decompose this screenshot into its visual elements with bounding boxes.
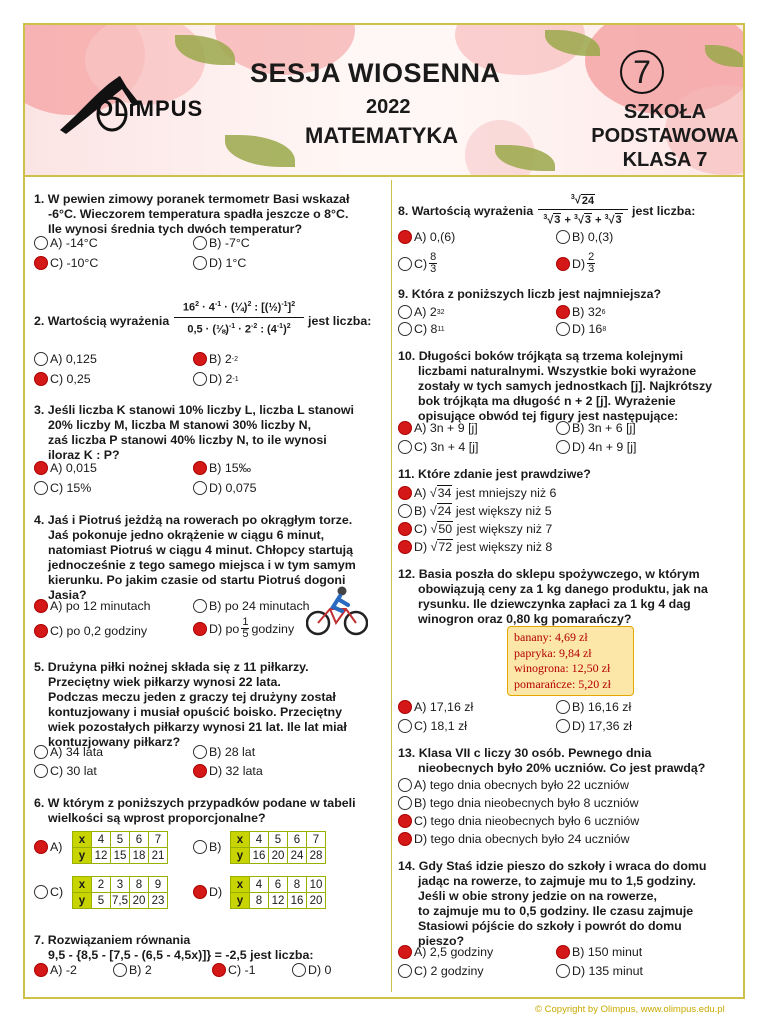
radio-selected-icon: [34, 624, 48, 638]
question-11: 11. Które zdanie jest prawdziwe?: [398, 467, 591, 481]
q6-table-c: x 2 3 8 9 y 5 7,5 20 23: [72, 876, 168, 909]
radio-icon: [292, 963, 306, 977]
radio-selected-icon: [34, 372, 48, 386]
question-14: 14. Gdy Staś idzie pieszo do szkoły i wraca do domu jadąc na rowerze, to zajmuje mu to 1,5 godziny. Jeśli w obie strony jedzie on na rowerze, to zajmuje mu to 0,5 godziny. Ile czasu zajmuje Stasiowi pójście do szkoły i powrót do domu pieszo?: [398, 859, 707, 948]
radio-selected-icon: [556, 305, 570, 319]
radio-icon: [398, 964, 412, 978]
question-9: 9. Która z poniższych liczb jest najmniejsza?: [398, 287, 662, 301]
radio-icon: [398, 504, 412, 518]
q7-option-a[interactable]: A) -2: [34, 963, 77, 977]
q8-option-b[interactable]: B) 0,(3): [556, 230, 613, 244]
q14-option-d[interactable]: D) 135 minut: [556, 964, 643, 978]
q13-option-b[interactable]: B) tego dnia nieobecnych było 8 uczniów: [398, 796, 639, 810]
q12-option-c[interactable]: C) 18,1 zł: [398, 719, 467, 733]
radio-icon: [193, 745, 207, 759]
radio-selected-icon: [34, 599, 48, 613]
q2-option-d[interactable]: D) 2 -1: [193, 372, 239, 386]
q14-option-a[interactable]: A) 2,5 godziny: [398, 945, 493, 959]
question-12: 12. Basia poszła do sklepu spożywczego, w którym obowiązują ceny za 1 kg danego produktu, jak na rysunku. Ile dziewczynka zapłaci za 1 kg 4 dag winogron oraz 0,80 kg pomarańczy?: [398, 567, 708, 626]
q3-option-a[interactable]: A) 0,015: [34, 461, 97, 475]
cyclist-icon: [306, 585, 368, 637]
q4-option-a[interactable]: A) po 12 minutach: [34, 599, 151, 613]
q13-option-c[interactable]: C) tego dnia nieobecnych było 6 uczniów: [398, 814, 639, 828]
question-8: 8. Wartością wyrażenia $^3$√24 $^3$√3 + $^3$√3 + $^3$√3 jest liczba:: [398, 190, 743, 230]
radio-icon: [193, 236, 207, 250]
radio-icon: [556, 421, 570, 435]
q8-option-c[interactable]: C) $\frac{8}{3}$: [398, 252, 439, 275]
radio-selected-icon: [556, 257, 570, 271]
radio-selected-icon: [398, 421, 412, 435]
q12-option-d[interactable]: D) 17,36 zł: [556, 719, 632, 733]
radio-icon: [398, 257, 412, 271]
radio-icon: [34, 764, 48, 778]
q3-option-d[interactable]: D) 0,075: [193, 481, 257, 495]
copyright-footer: © Copyright by Olimpus, www.olimpus.edu.pl: [535, 1004, 725, 1015]
q6-table-d: x 4 6 8 10 y 8 12 16 20: [230, 876, 326, 909]
radio-selected-icon: [212, 963, 226, 977]
q5-option-d[interactable]: D) 32 lata: [193, 764, 263, 778]
q13-option-d[interactable]: D) tego dnia obecnych było 24 uczniów: [398, 832, 630, 846]
radio-icon: [113, 963, 127, 977]
q7-option-d[interactable]: D) 0: [292, 963, 331, 977]
q11-option-c[interactable]: C) √ 50 jest większy niż 7: [398, 521, 552, 536]
q8-option-d[interactable]: D) $\frac{2}{3}$: [556, 252, 597, 275]
q7-option-c[interactable]: C) -1: [212, 963, 256, 977]
q3-option-c[interactable]: C) 15%: [34, 481, 91, 495]
radio-icon: [34, 352, 48, 366]
q6-table-a: x 4 5 6 7 y 12 15 18 21: [72, 831, 168, 864]
radio-icon: [193, 840, 207, 854]
radio-selected-icon: [193, 352, 207, 366]
question-7: 7. Rozwiązaniem równania 9,5 - {8,5 - [7,5 - (6,5 - 4,5x)]} = -2,5 jest liczba:: [34, 933, 314, 962]
question-5: 5. Drużyna piłki nożnej składa się z 11 piłkarzy. Przeciętny wiek piłkarzy wynosi 22 lata. Podczas meczu jeden z graczy tej drużyny został kontuzjowany i musiał opuścić boisko. Przeciętny wiek pozostałych piłkarzy wynosi 21 lat. Ile lat miał kontuzjowany piłkarz?: [34, 660, 347, 749]
q11-option-b[interactable]: B) √ 24 jest większy niż 5: [398, 503, 552, 518]
q5-option-c[interactable]: C) 30 lat: [34, 764, 97, 778]
q1-option-a[interactable]: A) -14°C: [34, 236, 98, 250]
q14-option-c[interactable]: C) 2 godziny: [398, 964, 484, 978]
radio-icon: [556, 700, 570, 714]
radio-icon: [34, 236, 48, 250]
radio-icon: [556, 322, 570, 336]
q5-option-a[interactable]: A) 34 lata: [34, 745, 103, 759]
radio-icon: [193, 256, 207, 270]
radio-icon: [556, 964, 570, 978]
q12-option-b[interactable]: B) 16,16 zł: [556, 700, 631, 714]
q2-option-b[interactable]: B) 2 -2: [193, 352, 238, 366]
q5-option-b[interactable]: B) 28 lat: [193, 745, 255, 759]
radio-selected-icon: [398, 832, 412, 846]
q2-expression: $16^2 \cdot 4^{-1}$ · (¼)$^2$ : [(½)$^{-1}$]$^2$ 0,5 · (⅛)$^{-1}$ · $2^{-2}$ : $(4^{-1})^2$: [174, 296, 304, 338]
q4-option-c[interactable]: C) po 0,2 godziny: [34, 624, 147, 638]
radio-icon: [398, 440, 412, 454]
q6-option-d[interactable]: D): [193, 885, 222, 899]
q4-option-b[interactable]: B) po 24 minutach: [193, 599, 310, 613]
q1-option-d[interactable]: D) 1°C: [193, 256, 246, 270]
q10-option-a[interactable]: A) 3n + 9 [j]: [398, 421, 478, 435]
year: 2022: [366, 96, 411, 118]
q9-option-b[interactable]: B) 32 6: [556, 305, 606, 319]
question-13: 13. Klasa VII c liczy 30 osób. Pewnego dnia nieobecnych było 20% uczniów. Co jest prawdą?: [398, 746, 706, 775]
question-4: 4. Jaś i Piotruś jeżdżą na rowerach po okrągłym torze. Jaś pokonuje jedno okrążenie w ciągu 6 minut, natomiast Piotruś w ciągu 4 minut. Chłopcy startują jednocześnie z tego samego miejsca i w tym samym kierunku. Po jakim czasie od startu Piotruś dogoni Jasia?: [34, 513, 356, 602]
q9-option-a[interactable]: A) 2 32: [398, 305, 445, 319]
radio-icon: [556, 230, 570, 244]
radio-selected-icon: [398, 540, 412, 554]
radio-selected-icon: [398, 486, 412, 500]
q6-table-b: x 4 5 6 7 y 16 20 24 28: [230, 831, 326, 864]
radio-icon: [193, 372, 207, 386]
fraction: $\frac{2}{3}$: [588, 251, 595, 275]
radio-selected-icon: [34, 256, 48, 270]
radio-selected-icon: [193, 461, 207, 475]
question-1: 1. W pewien zimowy poranek termometr Basi wskazał -6°C. Wieczorem temperatura spadła jeszcze o 8°C. Ile wynosi średnia tych dwóch temperatur?: [34, 192, 350, 236]
q6-option-a[interactable]: A): [34, 840, 62, 854]
column-divider: [391, 180, 392, 992]
q2-option-c[interactable]: C) 0,25: [34, 372, 91, 386]
q12-option-a[interactable]: A) 17,16 zł: [398, 700, 473, 714]
logo-text: OLiMPUS: [96, 96, 204, 121]
radio-icon: [34, 745, 48, 759]
q8-expression: $^3$√24 $^3$√3 + $^3$√3 + $^3$√3: [538, 190, 628, 228]
q11-option-a[interactable]: A) √ 34 jest mniejszy niż 6: [398, 485, 556, 500]
radio-icon: [193, 481, 207, 495]
radio-icon: [398, 322, 412, 336]
q10-option-d[interactable]: D) 4n + 9 [j]: [556, 440, 636, 454]
question-10: 10. Długości boków trójkąta są trzema kolejnymi liczbami naturalnymi. Wszystkie boki wyrażone zostały w tych samych jednostkach [j]. Najkrótszy bok trójkąta ma długość n + 2 [j]. Wyrażenie opisujące obwód tej figury jest następujące:: [398, 349, 713, 423]
radio-icon: [398, 796, 412, 810]
radio-selected-icon: [556, 945, 570, 959]
q2-option-a[interactable]: A) 0,125: [34, 352, 97, 366]
fraction: $\frac{1}{5}$: [242, 616, 249, 640]
q6-option-b[interactable]: B): [193, 840, 221, 854]
page-title: SESJA WIOSENNA: [250, 58, 501, 88]
radio-selected-icon: [193, 764, 207, 778]
radio-selected-icon: [34, 840, 48, 854]
question-2: 2. Wartością wyrażenia $16^2 \cdot 4^{-1}$ · (¼)$^2$ : [(½)$^{-1}$]$^2$ 0,5 · (⅛)$^{-1}$ · $2^{-2}$ : $(4^{-1})^2$ jest liczba:: [34, 296, 384, 346]
q13-option-a[interactable]: A) tego dnia obecnych było 22 uczniów: [398, 778, 629, 792]
radio-selected-icon: [193, 622, 207, 636]
subject: MATEMATYKA: [305, 123, 459, 148]
question-3: 3. Jeśli liczba K stanowi 10% liczby L, liczba L stanowi 20% liczby M, liczba M stanowi 30% liczby N, zaś liczba P stanowi 40% liczby N, to ile wynosi iloraz K : P?: [34, 403, 354, 462]
fraction: $\frac{8}{3}$: [430, 251, 437, 275]
radio-selected-icon: [398, 522, 412, 536]
radio-selected-icon: [34, 963, 48, 977]
radio-selected-icon: [193, 885, 207, 899]
radio-icon: [34, 885, 48, 899]
q3-option-b[interactable]: B) 15‰: [193, 461, 251, 475]
school-level: SZKOŁA PODSTAWOWA KLASA 7: [591, 101, 739, 171]
q8-option-a[interactable]: A) 0,(6): [398, 230, 455, 244]
q7-option-b[interactable]: B) 2: [113, 963, 152, 977]
radio-icon: [556, 719, 570, 733]
radio-icon: [556, 440, 570, 454]
q9-option-d[interactable]: D) 16 8: [556, 322, 606, 336]
radio-selected-icon: [34, 461, 48, 475]
q4-option-d[interactable]: D) po $\frac{1}{5}$ godziny: [193, 617, 294, 640]
radio-selected-icon: [398, 230, 412, 244]
radio-icon: [398, 305, 412, 319]
q9-option-c[interactable]: C) 8 11: [398, 322, 445, 336]
q14-option-b[interactable]: B) 150 minut: [556, 945, 642, 959]
q10-option-c[interactable]: C) 3n + 4 [j]: [398, 440, 478, 454]
question-6: 6. W którym z poniższych przypadków podane w tabeli wielkości są wprost proporcjonalne?: [34, 796, 356, 825]
radio-icon: [34, 481, 48, 495]
radio-icon: [398, 778, 412, 792]
q11-option-d[interactable]: D) √ 72 jest większy niż 8: [398, 539, 552, 554]
radio-icon: [398, 719, 412, 733]
q10-option-b[interactable]: B) 3n + 6 [j]: [556, 421, 636, 435]
price-list: banany: 4,69 zł papryka: 9,84 zł winogrona: 12,50 zł pomarańcze: 5,20 zł: [507, 626, 634, 696]
header-rule: [25, 175, 743, 177]
grade-badge: 7: [620, 50, 664, 94]
q1-option-b[interactable]: B) -7°C: [193, 236, 250, 250]
radio-selected-icon: [398, 700, 412, 714]
radio-icon: [193, 599, 207, 613]
q6-option-c[interactable]: C): [34, 885, 63, 899]
radio-selected-icon: [398, 945, 412, 959]
radio-selected-icon: [398, 814, 412, 828]
q1-option-c[interactable]: C) -10°C: [34, 256, 98, 270]
